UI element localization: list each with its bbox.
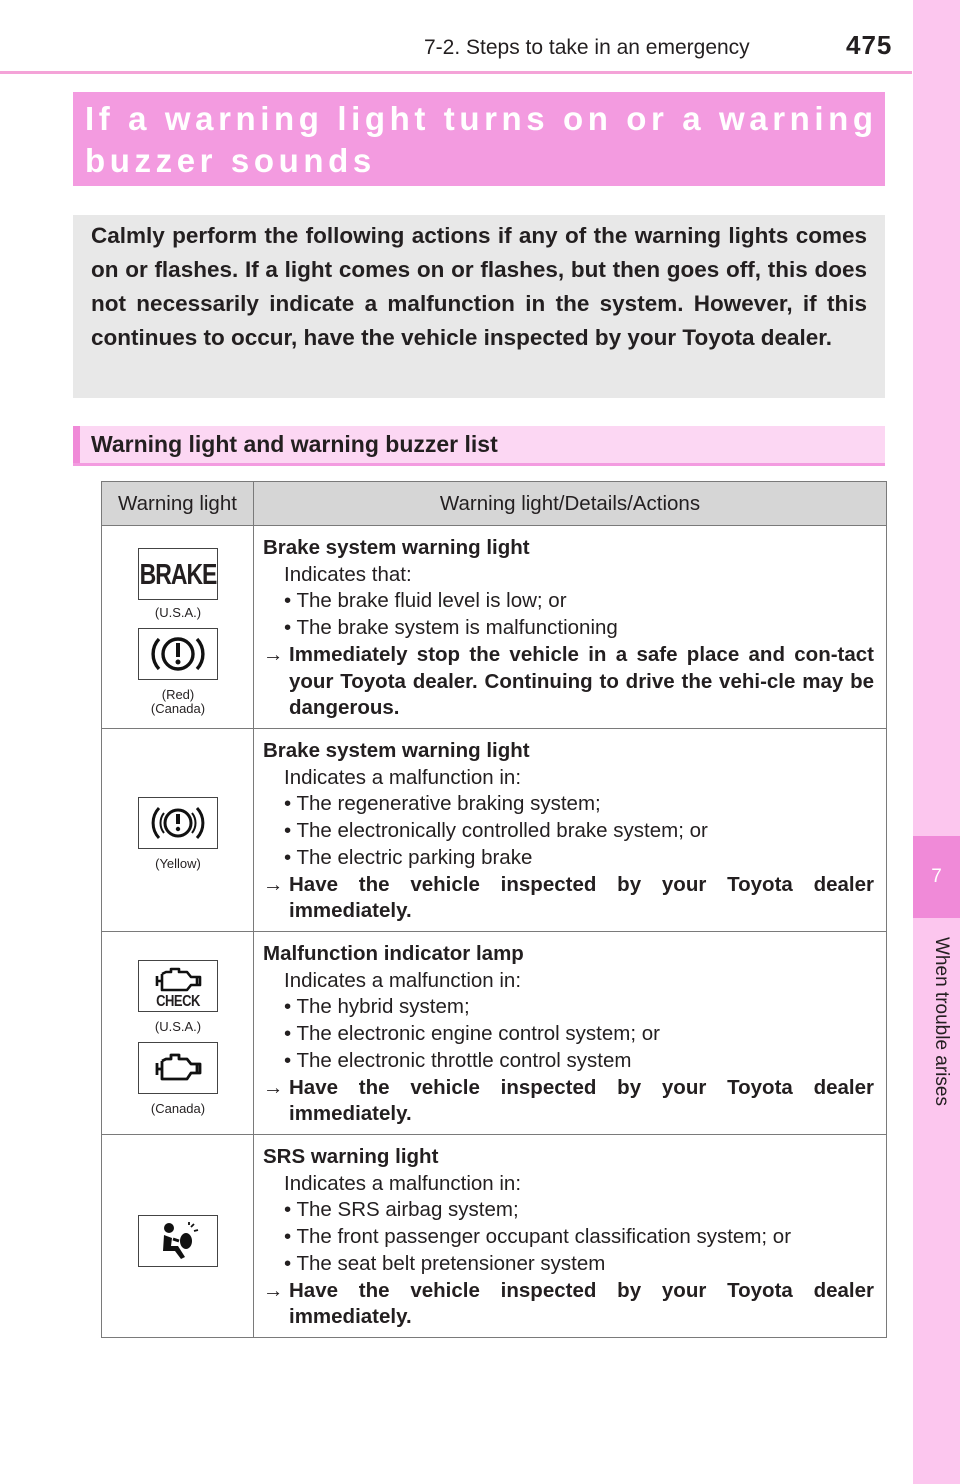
column-header-details: Warning light/Details/Actions — [254, 482, 887, 526]
warning-title: Brake system warning light — [263, 739, 530, 762]
indicates-text: Indicates a malfunction in: — [284, 968, 522, 992]
icon-caption: (U.S.A.) — [154, 1019, 202, 1034]
page-title-line-2: buzzer sounds — [85, 142, 376, 179]
page-title-line-1: If a warning light turns on or a warning — [85, 100, 878, 137]
column-header-light: Warning light — [102, 482, 254, 526]
bullet-item: • The SRS airbag system; — [284, 1198, 519, 1222]
check-icon-label: CHECK — [156, 991, 200, 1009]
warning-title: Brake system warning light — [263, 536, 530, 559]
action-item — [263, 1075, 874, 1128]
indicates-text: Indicates a malfunction in: — [284, 1171, 522, 1195]
arrow-icon: → — [263, 1278, 284, 1302]
indicates-text: Indicates a malfunction in: — [284, 765, 522, 789]
icon-caption: (U.S.A.) — [154, 605, 202, 620]
icon-caption: (Canada) — [150, 1101, 206, 1116]
details-cell — [254, 1135, 887, 1338]
bullet-item: • The electronic engine control system; or — [284, 1022, 660, 1046]
intro-text: Calmly perform the following actions if any of the warning lights comes on or flashes. If a light comes on or flashes, but then goes off, this does not necessarily indicate a malfunction in the system. However, if this continues to occur, have the vehicle inspected by your Toyota dealer. — [91, 223, 867, 350]
chapter-title: When trouble arises — [931, 937, 952, 1106]
bullet-item: • The brake system is malfunctioning — [284, 616, 618, 640]
arrow-icon: → — [263, 872, 284, 896]
bullet-item: • The brake fluid level is low; or — [284, 589, 567, 613]
action-item — [263, 1278, 874, 1331]
bullet-item: • The hybrid system; — [284, 995, 470, 1019]
brake-text-icon — [138, 548, 218, 600]
bullet-item: • The electric parking brake — [284, 845, 533, 869]
bullet-item: • The regenerative braking system; — [284, 792, 601, 816]
icon-caption: (Red) — [161, 687, 195, 702]
indicates-text: Indicates that: — [284, 562, 412, 586]
icon-cell — [102, 1135, 254, 1338]
bullet-item: • The electronic throttle control system — [284, 1048, 632, 1072]
list-heading-text: Warning light and warning buzzer list — [91, 431, 498, 457]
icon-cell — [102, 932, 254, 1135]
table-row — [102, 729, 887, 932]
bullet-item: • The front passenger occupant classification system; or — [284, 1225, 792, 1249]
list-heading — [73, 426, 885, 466]
brake-icon-label: BRAKE — [139, 557, 217, 590]
brake-warning-icon — [138, 628, 218, 680]
details-cell — [254, 729, 887, 932]
action-item — [263, 642, 874, 722]
action-text: Have the vehicle inspected by your Toyota dealer immediately. — [289, 1278, 874, 1329]
table-row — [102, 1135, 887, 1338]
list-heading-bar — [73, 426, 80, 463]
icon-cell — [102, 526, 254, 729]
header-section-title: 7-2. Steps to take in an emergency — [424, 36, 750, 59]
warning-title: Malfunction indicator lamp — [263, 942, 524, 965]
icon-caption: (Yellow) — [155, 856, 201, 871]
details-cell — [254, 526, 887, 729]
table-row — [102, 526, 887, 729]
action-text: Have the vehicle inspected by your Toyota dealer immediately. — [289, 1075, 874, 1126]
details-cell — [254, 932, 887, 1135]
page-title — [73, 92, 885, 186]
bullet-item: • The seat belt pretensioner system — [284, 1251, 606, 1275]
table-row — [102, 932, 887, 1135]
chapter-side-tab — [913, 0, 960, 1484]
bullet-item: • The electronically controlled brake system; or — [284, 819, 708, 843]
warning-light-table — [101, 481, 887, 1338]
brake-system-yellow-icon — [138, 797, 218, 849]
page-number: 475 — [846, 30, 893, 60]
intro-box — [73, 215, 885, 398]
srs-airbag-icon — [138, 1215, 218, 1267]
table-header-row — [102, 482, 887, 526]
warning-title: SRS warning light — [263, 1145, 439, 1168]
engine-check-icon — [138, 1042, 218, 1094]
arrow-icon: → — [263, 642, 284, 666]
arrow-icon: → — [263, 1075, 284, 1099]
icon-cell — [102, 729, 254, 932]
action-text: Have the vehicle inspected by your Toyota dealer immediately. — [289, 872, 874, 923]
action-text: Immediately stop the vehicle in a safe place and con-tact your Toyota dealer. Continuing to drive the vehi-cle may be dangerous. — [289, 642, 874, 720]
check-engine-icon — [138, 960, 218, 1012]
action-item — [263, 872, 874, 925]
icon-caption: (Canada) — [150, 701, 206, 716]
chapter-number: 7 — [913, 836, 960, 918]
header-rule — [0, 71, 912, 74]
